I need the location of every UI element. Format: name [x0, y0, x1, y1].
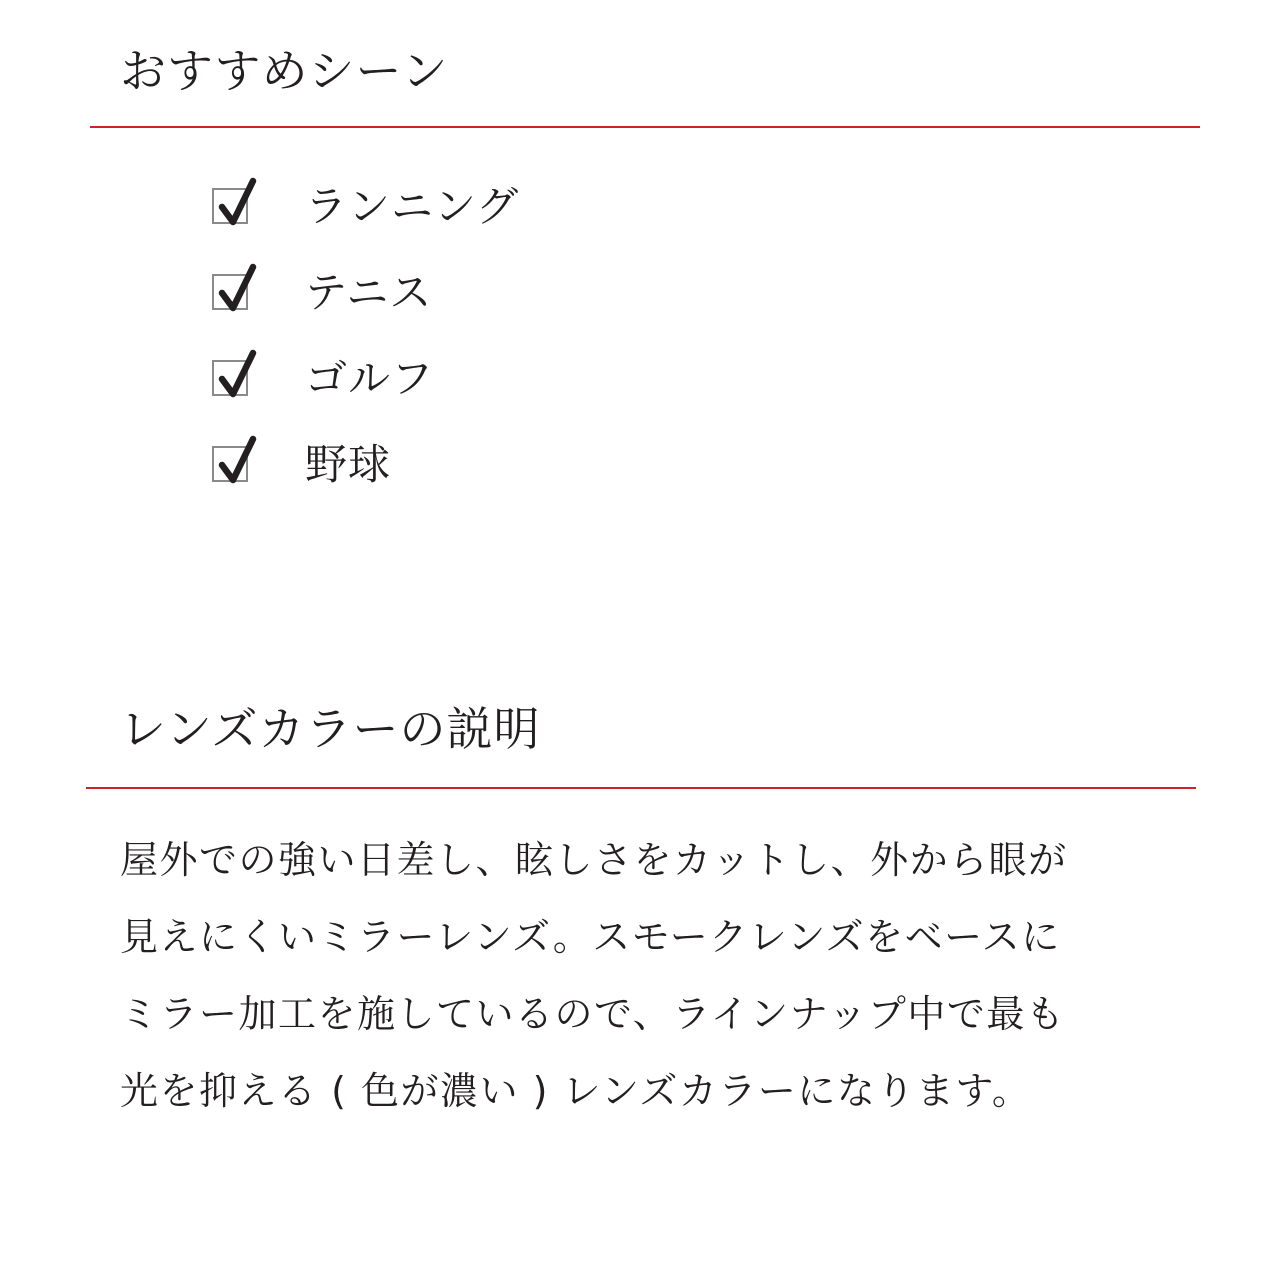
checkbox-checked-icon — [211, 176, 251, 224]
list-item — [211, 262, 519, 348]
list-item — [211, 434, 519, 520]
scene-label-baseball: 野球 — [305, 440, 392, 489]
checkbox-checked-icon — [211, 262, 251, 310]
description-line: 光を抑える ( 色が濃い ) レンズカラーになります。 — [120, 1069, 1032, 1113]
scene-label-tennis: テニス — [305, 268, 433, 317]
recommended-scenes-title: おすすめシーン — [120, 44, 449, 98]
list-item — [211, 176, 519, 262]
description-line: ミラー加工を施しているので、ラインナップ中で最も — [120, 992, 1066, 1036]
section-divider — [86, 787, 1196, 789]
recommended-scenes-list — [211, 176, 519, 520]
checkbox-checked-icon — [211, 434, 251, 482]
description-line: 見えにくいミラーレンズ。スモークレンズをベースに — [120, 915, 1061, 959]
scene-label-running: ランニング — [305, 182, 520, 231]
lens-color-description — [120, 822, 1160, 1130]
list-item — [211, 348, 519, 434]
scene-label-golf: ゴルフ — [305, 354, 435, 403]
lens-color-title: レンズカラーの説明 — [120, 702, 541, 756]
checkbox-checked-icon — [211, 348, 251, 396]
description-line: 屋外での強い日差し、眩しさをカットし、外から眼が — [120, 838, 1068, 882]
section-divider — [90, 126, 1200, 128]
